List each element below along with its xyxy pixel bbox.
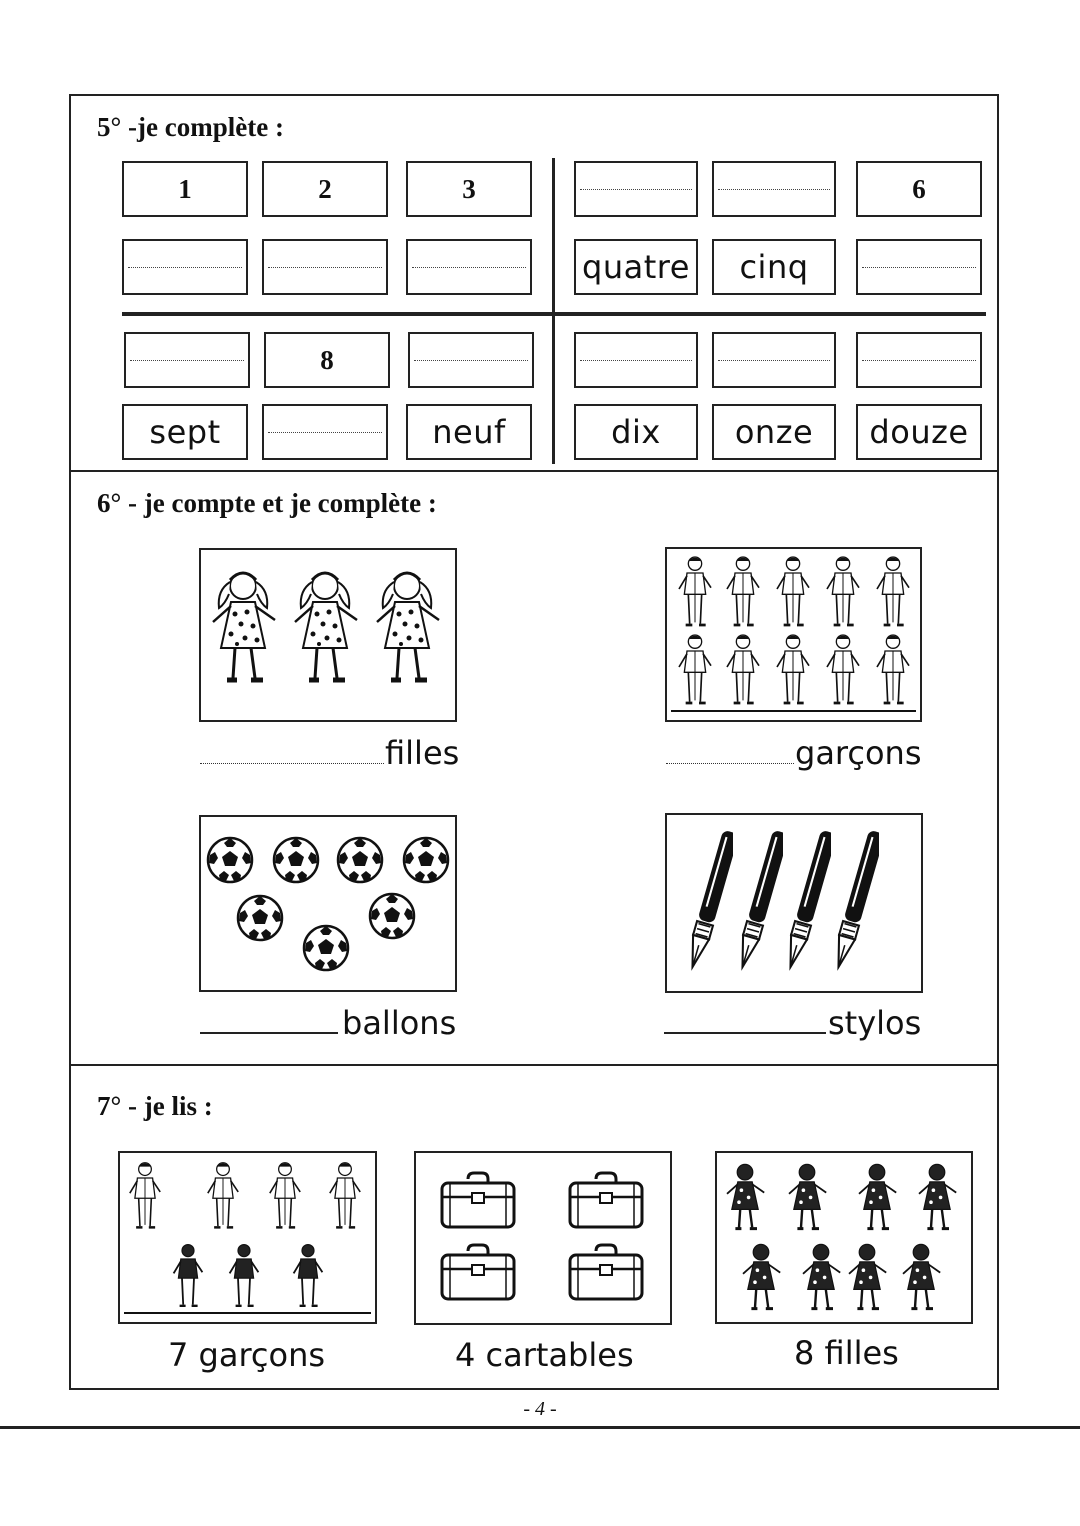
count-answer-field[interactable]: [200, 763, 384, 764]
count-answer-field[interactable]: [200, 1032, 338, 1034]
soccer-ball-icon: [338, 838, 382, 882]
number-answer-field[interactable]: [124, 332, 250, 388]
soccer-ball-icon: [274, 838, 318, 882]
boy-icon: [777, 557, 809, 625]
balls-caption: ballons: [342, 1004, 457, 1042]
boys-reading-picture: [118, 1151, 377, 1324]
boy-icon: [230, 1245, 259, 1306]
section-divider: [69, 1064, 999, 1066]
girl-icon: [903, 1244, 940, 1308]
section5-title: 5° -je complète :: [97, 112, 284, 142]
boy-icon: [727, 635, 759, 703]
number-box: 1: [122, 161, 248, 217]
balls-picture: [199, 815, 457, 992]
soccer-ball-icon: [238, 896, 282, 940]
count-answer-field[interactable]: [666, 763, 794, 764]
girl-icon: [727, 1164, 764, 1228]
boys-picture: [665, 547, 922, 722]
boy-icon: [330, 1163, 360, 1228]
word-box: dix: [574, 404, 698, 460]
girl-icon: [377, 573, 439, 680]
boy-icon: [294, 1245, 323, 1306]
girl-icon: [859, 1164, 896, 1228]
section7-title: 7° - je lis :: [97, 1091, 213, 1121]
word-box: douze: [856, 404, 982, 460]
word-box: quatre: [574, 239, 698, 295]
schoolbag-icon: [570, 1173, 642, 1227]
fountain-pen-icon: [735, 830, 790, 970]
word-answer-field[interactable]: [122, 239, 248, 295]
bottom-rule: [0, 1426, 1080, 1429]
word-answer-field[interactable]: [262, 404, 388, 460]
fountain-pen-icon: [831, 830, 886, 970]
girl-icon: [789, 1164, 826, 1228]
girls-reading-picture: [715, 1151, 973, 1324]
boy-icon: [679, 557, 711, 625]
number-answer-field[interactable]: [574, 161, 698, 217]
boy-icon: [877, 635, 909, 703]
count-answer-field[interactable]: [664, 1032, 826, 1034]
girl-icon: [803, 1244, 840, 1308]
section-divider: [69, 470, 999, 472]
soccer-ball-icon: [404, 838, 448, 882]
boy-icon: [827, 557, 859, 625]
horizontal-divider: [122, 312, 986, 316]
fountain-pen-icon: [783, 830, 838, 970]
soccer-ball-icon: [370, 894, 414, 938]
boy-icon: [777, 635, 809, 703]
boy-icon: [727, 557, 759, 625]
schoolbag-icon: [442, 1245, 514, 1299]
word-box: onze: [712, 404, 836, 460]
number-answer-field[interactable]: [574, 332, 698, 388]
girl-icon: [743, 1244, 780, 1308]
schoolbag-icon: [570, 1245, 642, 1299]
pens-picture: [665, 813, 923, 993]
boy-icon: [174, 1245, 203, 1306]
pens-caption: stylos: [828, 1004, 922, 1042]
word-box: sept: [122, 404, 248, 460]
schoolbags-picture: [414, 1151, 672, 1325]
vertical-divider: [552, 158, 555, 464]
girl-icon: [919, 1164, 956, 1228]
girls-caption: filles: [385, 734, 460, 772]
number-box: 6: [856, 161, 982, 217]
number-answer-field[interactable]: [408, 332, 534, 388]
word-answer-field[interactable]: [856, 239, 982, 295]
boys-caption: garçons: [795, 734, 922, 772]
word-box: cinq: [712, 239, 836, 295]
section6-title: 6° - je compte et je complète :: [97, 488, 437, 518]
girls-reading-caption: 8 filles: [794, 1334, 899, 1372]
girls-picture: [199, 548, 457, 722]
number-answer-field[interactable]: [712, 161, 836, 217]
number-box: 2: [262, 161, 388, 217]
schoolbags-caption: 4 cartables: [455, 1336, 634, 1374]
boys-reading-caption: 7 garçons: [168, 1336, 326, 1374]
number-answer-field[interactable]: [856, 332, 982, 388]
boy-icon: [679, 635, 711, 703]
number-answer-field[interactable]: [712, 332, 836, 388]
boy-icon: [130, 1163, 160, 1228]
soccer-ball-icon: [208, 838, 252, 882]
number-box: 8: [264, 332, 390, 388]
number-box: 3: [406, 161, 532, 217]
boy-icon: [877, 557, 909, 625]
boy-icon: [270, 1163, 300, 1228]
fountain-pen-icon: [685, 830, 740, 970]
schoolbag-icon: [442, 1173, 514, 1227]
word-answer-field[interactable]: [406, 239, 532, 295]
girl-icon: [213, 573, 275, 680]
word-box: neuf: [406, 404, 532, 460]
girl-icon: [295, 573, 357, 680]
soccer-ball-icon: [304, 926, 348, 970]
boy-icon: [208, 1163, 238, 1228]
page-number: - 4 -: [523, 1398, 557, 1420]
girl-icon: [849, 1244, 886, 1308]
boy-icon: [827, 635, 859, 703]
word-answer-field[interactable]: [262, 239, 388, 295]
